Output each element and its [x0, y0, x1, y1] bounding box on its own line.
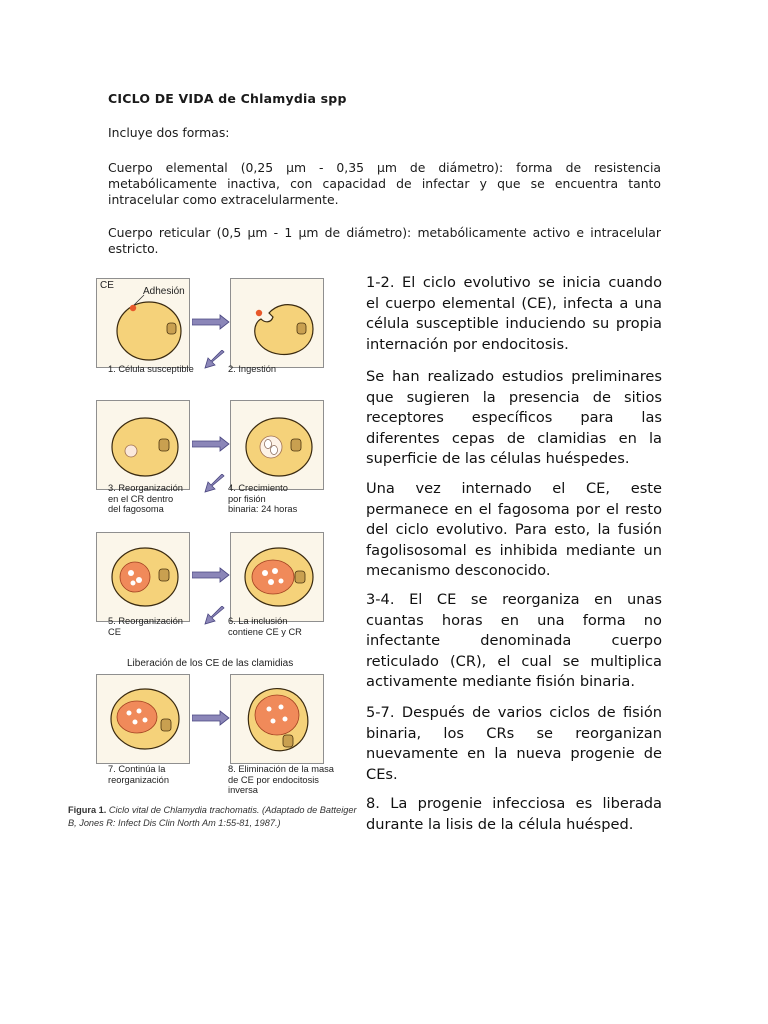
- step-8-panel: [230, 674, 324, 764]
- elementary-body: [130, 305, 136, 311]
- arrow-right-icon: [192, 314, 230, 330]
- arrow-right-icon: [192, 567, 230, 583]
- step-6-label: 6. La inclusión contiene CE y CR: [228, 616, 302, 637]
- step-2-panel: [230, 278, 324, 368]
- step-5-panel: [96, 532, 190, 622]
- step-7-label: 7. Continúa la reorganización: [108, 764, 169, 785]
- right-paragraph-1: 1-2. El ciclo evolutivo se inicia cuando el cuerpo elemental (CE), infecta a una célula susceptible induciendo su propia internación por endocitosis.: [366, 274, 662, 353]
- step-8-label: 8. Eliminación de la masa de CE por endocitosis inversa: [228, 764, 334, 795]
- arrow-down-left-icon: [204, 474, 226, 494]
- step-6-panel: [230, 532, 324, 622]
- figure-caption: [68, 804, 358, 829]
- right-paragraph-2: Se han realizado estudios preliminares que sugieren la presencia de sitios receptores específicos para las diferentes cepas de clamidias en la superficie de las células huéspedes.: [366, 368, 662, 468]
- life-cycle-figure: [64, 270, 356, 840]
- step-4-label: 4. Crecimiento por fisión binaria: 24 horas: [228, 483, 298, 514]
- step-4-panel: [230, 400, 324, 490]
- step-1-label: 1. Célula susceptible: [108, 364, 194, 374]
- right-paragraph-6: 8. La progenie infecciosa es liberada durante la lisis de la célula huésped.: [366, 795, 662, 833]
- right-paragraph-5: 5-7. Después de varios ciclos de fisión binaria, los CRs se reorganizan nuevamente en la nueva progenie de CEs.: [366, 704, 662, 783]
- arrow-down-left-icon: [204, 606, 226, 626]
- arrow-right-icon: [192, 436, 230, 452]
- ce-label: CE: [100, 280, 114, 291]
- paragraph-cuerpo-reticular: Cuerpo reticular (0,5 μm - 1 μm de diámetro): metabólicamente activo e intracelular estricto.: [108, 225, 661, 256]
- caption-label: Figura 1.: [68, 805, 107, 815]
- step-7-panel: [96, 674, 190, 764]
- intro-text: Incluye dos formas:: [108, 125, 230, 140]
- right-paragraph-3: Una vez internado el CE, este permanece en el fagosoma por el resto del ciclo evolutivo. Para esto, la fusión fagolisosomal es inhibida mediante un mecanismo desconocido.: [366, 480, 662, 580]
- step-1-panel: [96, 278, 190, 368]
- step-2-label: 2. Ingestión: [228, 364, 277, 374]
- release-title: Liberación de los CE de las clamidias: [127, 658, 294, 669]
- document-title: CICLO DE VIDA de Chlamydia spp: [108, 91, 347, 106]
- right-paragraph-4: 3-4. El CE se reorganiza en unas cuantas horas en una forma no infectante denominada cuerpo reticulado (CR), el cual se multiplica activamente mediante fisión binaria.: [366, 591, 662, 691]
- paragraph-cuerpo-elemental: Cuerpo elemental (0,25 μm - 0,35 μm de diámetro): forma de resistencia metabólicamente inactiva, con capacidad de infectar y que se encuentra tanto intracelular como extracelularmente.: [108, 160, 661, 207]
- step-3-panel: [96, 400, 190, 490]
- step-3-label: 3. Reorganización en el CR dentro del fagosoma: [108, 483, 183, 514]
- caption-text: Ciclo vital de Chlamydia trachomatis. (Adaptado de Batteiger B, Jones R: Infect Dis Clin North Am 1:55-81, 1987.): [68, 805, 357, 828]
- step-5-label: 5. Reorganización CE: [108, 616, 183, 637]
- arrow-right-icon: [192, 710, 230, 726]
- adhesion-label: Adhesión: [143, 286, 185, 297]
- arrow-down-left-icon: [204, 350, 226, 370]
